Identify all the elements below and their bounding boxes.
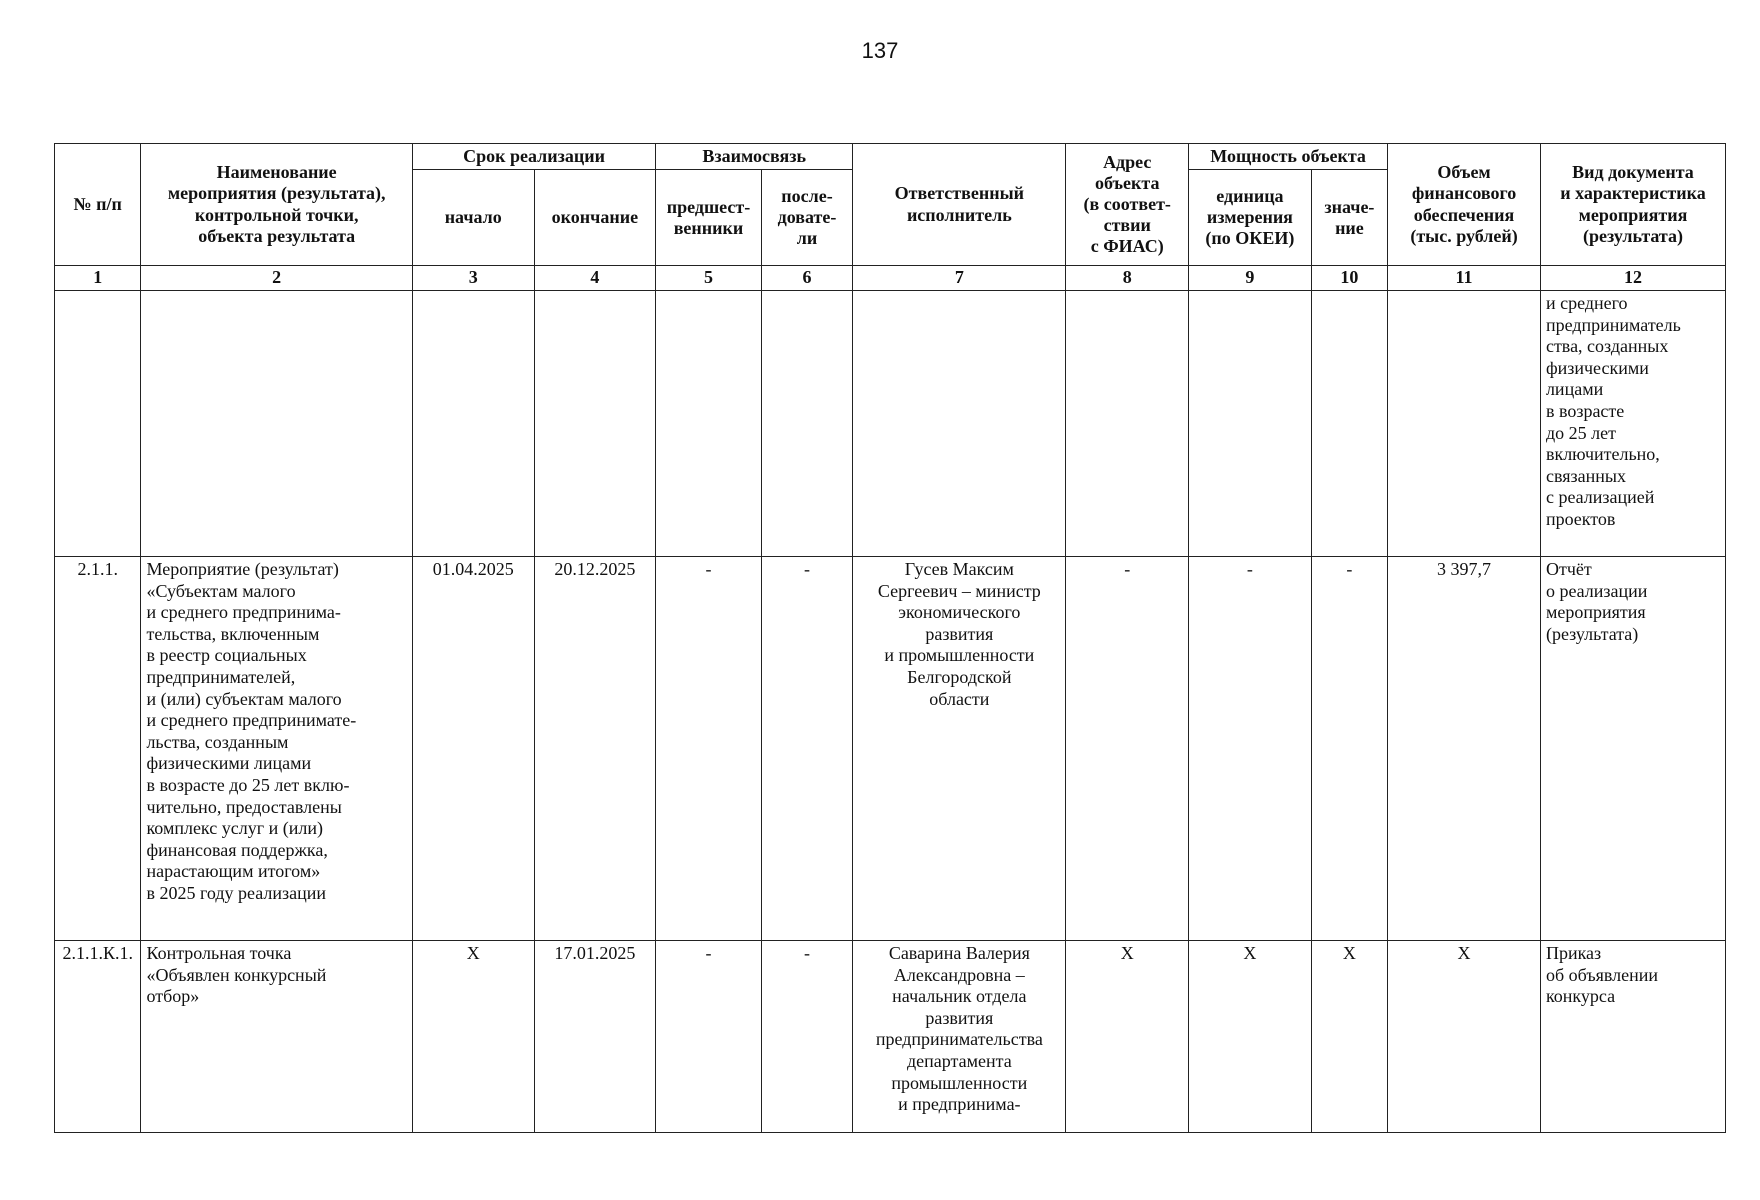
header-doc-type: Вид документа и характеристика мероприятия (результата) xyxy=(1540,144,1725,266)
header-term-end: окончание xyxy=(534,170,656,266)
cell-responsible xyxy=(853,291,1066,557)
header-value: значе- ние xyxy=(1311,170,1387,266)
cell-pred xyxy=(656,291,762,557)
cell-finance xyxy=(1388,291,1541,557)
column-number: 3 xyxy=(412,266,534,291)
cell-name: Контрольная точка «Объявлен конкурсный отбор» xyxy=(141,941,412,1133)
cell-unit: Х xyxy=(1189,941,1312,1133)
header-num: № п/п xyxy=(55,144,141,266)
table-row xyxy=(55,291,1726,557)
header-link-group: Взаимосвязь xyxy=(656,144,853,170)
column-number: 11 xyxy=(1388,266,1541,291)
cell-value xyxy=(1311,291,1387,557)
column-number: 4 xyxy=(534,266,656,291)
cell-end xyxy=(534,291,656,557)
cell-start xyxy=(412,291,534,557)
cell-start: Х xyxy=(412,941,534,1133)
cell-address: Х xyxy=(1066,941,1189,1133)
cell-pred: - xyxy=(656,941,762,1133)
header-capacity-group: Мощность объекта xyxy=(1189,144,1388,170)
column-number: 9 xyxy=(1189,266,1312,291)
column-number: 5 xyxy=(656,266,762,291)
column-number: 2 xyxy=(141,266,412,291)
cell-succ xyxy=(761,291,853,557)
page-number: 137 xyxy=(861,38,899,63)
column-number: 7 xyxy=(853,266,1066,291)
header-responsible: Ответственный исполнитель xyxy=(853,144,1066,266)
cell-succ: - xyxy=(761,941,853,1133)
table-row xyxy=(55,941,1726,1133)
cell-num: 2.1.1.К.1. xyxy=(55,941,141,1133)
header-unit: единица измерения (по ОКЕИ) xyxy=(1189,170,1312,266)
column-number: 1 xyxy=(55,266,141,291)
column-number: 8 xyxy=(1066,266,1189,291)
header-address: Адрес объекта (в соответ- ствии с ФИАС) xyxy=(1066,144,1189,266)
column-number: 12 xyxy=(1540,266,1725,291)
header-link-pred: предшест- венники xyxy=(656,170,762,266)
cell-finance: 3 397,7 xyxy=(1388,557,1541,941)
cell-num xyxy=(55,291,141,557)
cell-start: 01.04.2025 xyxy=(412,557,534,941)
cell-address xyxy=(1066,291,1189,557)
cell-address: - xyxy=(1066,557,1189,941)
cell-doc: Приказ об объявлении конкурса xyxy=(1540,941,1725,1133)
cell-num: 2.1.1. xyxy=(55,557,141,941)
column-number: 6 xyxy=(761,266,853,291)
cell-name: Мероприятие (результат) «Субъектам малого и среднего предпринима- тельства, включенным в реестр социальных предпринимателей, и (или) субъектам малого и среднего предпринимате- льства, созданным физическими лицами в возрасте до 25 лет вклю- чительно, предоставлены комплекс услуг и (или) финансовая поддержка, нарастающим итогом» в 2025 году реализации xyxy=(141,557,412,941)
cell-unit xyxy=(1189,291,1312,557)
header-term-start: начало xyxy=(412,170,534,266)
cell-finance: Х xyxy=(1388,941,1541,1133)
table-row xyxy=(55,557,1726,941)
cell-value: Х xyxy=(1311,941,1387,1133)
cell-end: 20.12.2025 xyxy=(534,557,656,941)
cell-end: 17.01.2025 xyxy=(534,941,656,1133)
column-numbers-row xyxy=(55,266,1726,291)
header-term-group: Срок реализации xyxy=(412,144,655,170)
cell-doc: и среднего предприниматель ства, созданных физическими лицами в возрасте до 25 лет включительно, связанных с реализацией проектов xyxy=(1540,291,1725,557)
cell-responsible: Саварина Валерия Александровна – начальник отдела развития предпринимательства департамента промышленности и предпринима- xyxy=(853,941,1066,1133)
header-finance: Объем финансового обеспечения (тыс. рублей) xyxy=(1388,144,1541,266)
cell-responsible: Гусев Максим Сергеевич – министр экономического развития и промышленности Белгородской области xyxy=(853,557,1066,941)
column-number: 10 xyxy=(1311,266,1387,291)
cell-name xyxy=(141,291,412,557)
cell-doc: Отчёт о реализации мероприятия (результата) xyxy=(1540,557,1725,941)
cell-value: - xyxy=(1311,557,1387,941)
header-link-succ: после- довате- ли xyxy=(761,170,853,266)
cell-succ: - xyxy=(761,557,853,941)
activities-table xyxy=(54,143,1726,1133)
header-name: Наименование мероприятия (результата), контрольной точки, объекта результата xyxy=(141,144,412,266)
cell-unit: - xyxy=(1189,557,1312,941)
cell-pred: - xyxy=(656,557,762,941)
